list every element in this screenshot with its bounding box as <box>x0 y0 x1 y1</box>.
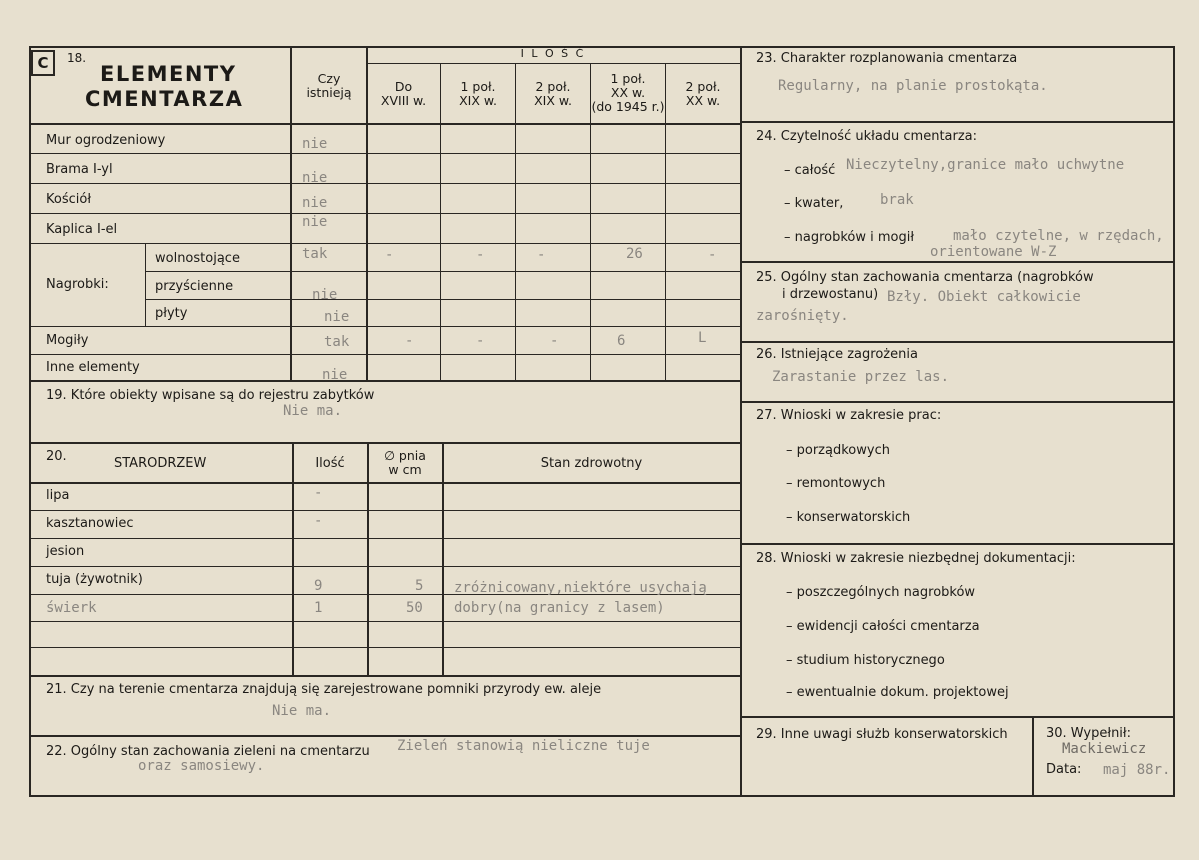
exists-kosciol: nie <box>302 195 328 211</box>
section29-label: 29. Inne uwagi służb konserwatorskich <box>756 727 1008 742</box>
section18-title-line1: ELEMENTY <box>100 62 237 86</box>
section21-label: 21. Czy na terenie cmentarza znajdują się zarejestrowane pomniki przyrody ew. aleje <box>46 682 602 697</box>
row-label-przyscienne: przyścienne <box>155 279 234 294</box>
section24-nagrobkow-value-line2: orientowane W-Z <box>930 244 1057 260</box>
section23-label: 23. Charakter rozplanowania cmentarza <box>756 51 1018 66</box>
row-line <box>29 326 740 327</box>
section24-label: 24. Czytelność układu cmentarza: <box>756 129 978 144</box>
trees-header-qty: Ilość <box>315 456 345 471</box>
section29-30-divider <box>1032 716 1034 797</box>
section19-value: Nie ma. <box>283 403 343 419</box>
section19-bottom <box>29 442 740 444</box>
tree-qty: 9 <box>314 578 323 594</box>
quantity-header-rule <box>366 63 740 64</box>
row-line <box>29 153 740 154</box>
section22-value-line1: Zieleń stanowią nieliczne tuje <box>397 738 650 754</box>
tree-name: jesion <box>46 544 85 559</box>
row-line <box>29 621 740 622</box>
section28-label: 28. Wnioski w zakresie niezbędnej dokumentacji: <box>756 551 1076 566</box>
period-header-4: 1 poł. XX w. (do 1945 r.) <box>591 71 665 114</box>
row-line <box>29 243 740 244</box>
section25-bottom <box>740 341 1175 343</box>
section27-item: – remontowych <box>786 476 886 491</box>
qty-wolno-p2: - <box>476 247 485 263</box>
section30-date-value: maj 88r. <box>1103 762 1171 778</box>
period-header-5: 2 poł. XX w. <box>685 79 721 108</box>
row-label-mur: Mur ogrodzeniowy <box>46 133 166 148</box>
tree-qty: - <box>314 513 323 529</box>
qty-mogily-p5: L <box>698 330 707 346</box>
frame-bottom <box>29 795 1175 797</box>
qty-wolno-p5: - <box>708 247 717 263</box>
section23-value: Regularny, na planie prostokąta. <box>778 78 1048 94</box>
col-period5-left <box>665 63 666 381</box>
quantity-header: I L O Ś Ć <box>520 47 586 60</box>
qty-wolno-p4: 26 <box>626 246 643 262</box>
exists-kaplica: nie <box>302 214 328 230</box>
section30-label: 30. Wypełnił: <box>1046 726 1131 741</box>
row-line <box>145 271 740 272</box>
section23-bottom <box>740 121 1175 123</box>
qty-mogily-p1: - <box>405 333 414 349</box>
exists-plyty: nie <box>324 309 350 325</box>
section30-name: Mackiewicz <box>1062 741 1147 757</box>
section26-bottom <box>740 401 1175 403</box>
trees-header-diam: ∅ pnia w cm <box>384 448 426 477</box>
exists-brama: nie <box>302 170 328 186</box>
section18-bottom <box>29 380 740 382</box>
section21-value: Nie ma. <box>272 703 332 719</box>
exists-header: Czy istnieją <box>306 71 352 100</box>
exists-wolnostojace: tak <box>302 246 328 262</box>
section28-item: – studium historycznego <box>786 653 945 668</box>
tree-name: kasztanowiec <box>46 516 134 531</box>
section21-bottom <box>29 735 740 737</box>
col-period3-left <box>515 63 516 381</box>
section24-calosc-label: – całość <box>784 163 836 178</box>
qty-wolno-p3: - <box>537 247 546 263</box>
row-label-brama: Brama I-yl <box>46 162 113 177</box>
row-line <box>29 566 740 567</box>
section25-label-line2: i drzewostanu) <box>782 287 879 302</box>
section30-date-label: Data: <box>1046 762 1082 777</box>
exists-mogily: tak <box>324 334 350 350</box>
section24-nagrobkow-value-line1: mało czytelne, w rzędach, <box>953 228 1164 244</box>
trees-col-health <box>442 442 444 675</box>
tree-qty: - <box>314 485 323 501</box>
tree-diam: 5 <box>415 578 424 594</box>
row-line <box>29 213 740 214</box>
qty-mogily-p2: - <box>476 333 485 349</box>
period-header-1: Do XVIII w. <box>380 79 427 108</box>
trees-col-qty <box>292 442 294 675</box>
section28-item: – ewidencji całości cmentarza <box>786 619 980 634</box>
tree-health: zróżnicowany,niektóre usychają <box>454 580 707 596</box>
period-header-3: 2 poł. XIX w. <box>534 79 572 108</box>
section24-kwater-value: brak <box>880 192 914 208</box>
section25-label-line1: 25. Ogólny stan zachowania cmentarza (nagrobków <box>756 270 1094 285</box>
section20-bottom <box>29 675 740 677</box>
section27-item: – konserwatorskich <box>786 510 911 525</box>
row-line <box>29 647 740 648</box>
section24-kwater-label: – kwater, <box>784 196 844 211</box>
section27-label: 27. Wnioski w zakresie prac: <box>756 408 942 423</box>
section27-item: – porządkowych <box>786 443 890 458</box>
qty-wolno-p1: - <box>385 247 394 263</box>
col-period2-left <box>440 63 441 381</box>
section26-label: 26. Istniejące zagrożenia <box>756 347 918 362</box>
qty-mogily-p4: 6 <box>617 333 626 349</box>
section-code-box: C <box>31 50 55 76</box>
row-label-plyty: płyty <box>155 306 188 321</box>
section19-label: 19. Które obiekty wpisane są do rejestru zabytków <box>46 388 375 403</box>
exists-przyscienne: nie <box>312 287 338 303</box>
section28-item: – ewentualnie dokum. projektowej <box>786 685 1009 700</box>
exists-mur: nie <box>302 136 328 152</box>
section26-value: Zarastanie przez las. <box>772 369 950 385</box>
frame-left <box>29 46 31 797</box>
row-label-inne: Inne elementy <box>46 360 140 375</box>
row-label-kaplica: Kaplica I-el <box>46 222 118 237</box>
row-label-nagrobki: Nagrobki: <box>46 277 109 292</box>
tree-health: dobry(na granicy z lasem) <box>454 600 665 616</box>
trees-header-bottom <box>29 482 740 484</box>
section24-bottom <box>740 261 1175 263</box>
tree-name: świerk <box>46 600 97 616</box>
row-line <box>29 183 740 184</box>
frame-middle <box>740 46 742 797</box>
row-line <box>29 354 740 355</box>
qty-mogily-p3: - <box>550 333 559 349</box>
section25-value-line2: zarośnięty. <box>756 308 849 324</box>
section22-value-line2: oraz samosiewy. <box>138 758 265 774</box>
tree-qty: 1 <box>314 600 323 616</box>
row-line <box>145 299 740 300</box>
tree-name: lipa <box>46 488 70 503</box>
section18-header-bottom <box>29 123 740 125</box>
row-line <box>29 538 740 539</box>
section20-number: 20. <box>46 449 67 464</box>
trees-header-health: Stan zdrowotny <box>540 456 643 471</box>
row-label-mogily: Mogiły <box>46 333 89 348</box>
tree-diam: 50 <box>406 600 423 616</box>
section28-item: – poszczególnych nagrobków <box>786 585 976 600</box>
row-label-kosciol: Kościół <box>46 192 92 207</box>
section24-calosc-value: Nieczytelny,granice mało uchwytne <box>846 157 1125 173</box>
section18-number: 18. <box>67 51 87 65</box>
exists-inne: nie <box>322 367 348 383</box>
tree-name: tuja (żywotnik) <box>46 572 143 587</box>
frame-right <box>1173 46 1175 797</box>
section22-label: 22. Ogólny stan zachowania zieleni na cmentarzu <box>46 744 370 759</box>
row-label-wolnostojace: wolnostojące <box>155 251 240 266</box>
section18-title-line2: CMENTARZA <box>85 87 244 111</box>
nagrobki-divider <box>145 243 146 326</box>
section27-bottom <box>740 543 1175 545</box>
section28-bottom <box>740 716 1175 718</box>
section20-title: STARODRZEW <box>114 456 207 471</box>
row-line <box>29 510 740 511</box>
section25-value-line1: Bzły. Obiekt całkowicie <box>887 289 1081 305</box>
section24-nagrobkow-label: – nagrobków i mogił <box>784 230 915 245</box>
period-header-2: 1 poł. XIX w. <box>459 79 497 108</box>
